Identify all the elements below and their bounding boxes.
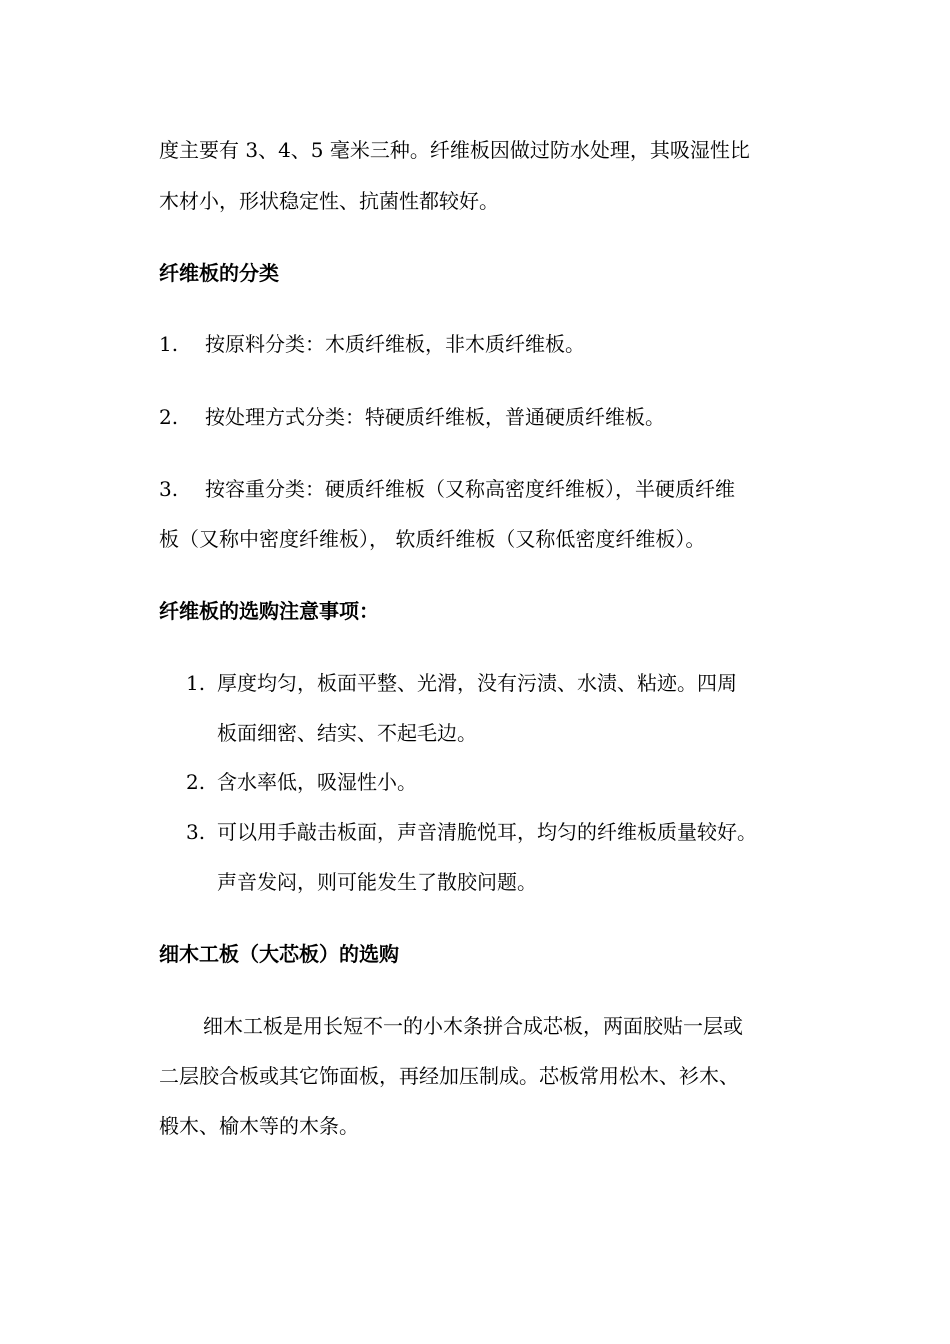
classification-item-text: 按容重分类：硬质纤维板（又称高密度纤维板），半硬质纤维 xyxy=(205,477,735,501)
intro-line-2: 木材小，形状稳定性、抗菌性都较好。 xyxy=(159,189,499,213)
blockboard-line-3: 椴木、榆木等的木条。 xyxy=(159,1114,359,1138)
classification-item-2 xyxy=(159,402,665,432)
classification-item-number: 1. xyxy=(159,332,179,356)
classification-heading: 纤维板的分类 xyxy=(159,261,279,285)
purchase-item-2-number: 2. xyxy=(186,770,206,794)
classification-item-text: 按原料分类：木质纤维板，非木质纤维板。 xyxy=(205,332,585,356)
classification-item-3 xyxy=(159,474,735,504)
purchase-item-3-number: 3. xyxy=(186,820,206,844)
purchase-item-1-line-2: 板面细密、结实、不起毛边。 xyxy=(217,721,477,745)
classification-item-number: 3. xyxy=(159,477,179,501)
purchase-item-1-line-1: 厚度均匀，板面平整、光滑，没有污渍、水渍、粘迹。四周 xyxy=(217,671,737,695)
classification-item-1 xyxy=(159,329,585,359)
purchase-heading: 纤维板的选购注意事项： xyxy=(159,599,379,623)
purchase-item-2-line-1: 含水率低，吸湿性小。 xyxy=(217,770,417,794)
classification-item-text: 按处理方式分类：特硬质纤维板，普通硬质纤维板。 xyxy=(205,405,665,429)
blockboard-line-1: 细木工板是用长短不一的小木条拼合成芯板，两面胶贴一层或 xyxy=(203,1014,743,1038)
classification-item-3-continued: 板（又称中密度纤维板）， 软质纤维板（又称低密度纤维板）。 xyxy=(159,527,706,551)
purchase-item-3-line-1: 可以用手敲击板面，声音清脆悦耳，均匀的纤维板质量较好。 xyxy=(217,820,757,844)
blockboard-heading: 细木工板（大芯板）的选购 xyxy=(159,942,399,966)
purchase-item-3-line-2: 声音发闷，则可能发生了散胶问题。 xyxy=(217,870,537,894)
classification-item-number: 2. xyxy=(159,405,179,429)
blockboard-line-2: 二层胶合板或其它饰面板，再经加压制成。芯板常用松木、衫木、 xyxy=(159,1064,739,1088)
intro-line-1: 度主要有 3、4、5 毫米三种。纤维板因做过防水处理，其吸湿性比 xyxy=(159,138,750,162)
purchase-item-1-number: 1. xyxy=(186,671,206,695)
